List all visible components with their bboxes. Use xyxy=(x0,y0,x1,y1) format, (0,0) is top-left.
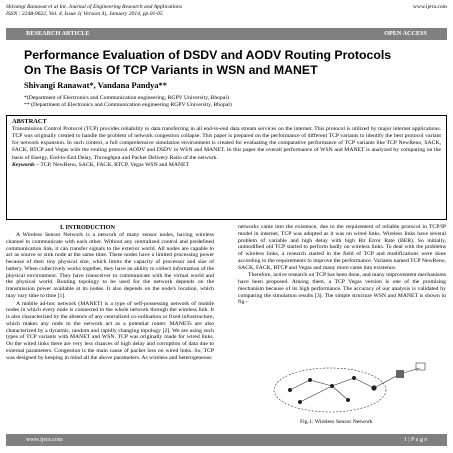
figure-caption: Fig.1: Wireless Sensor Network xyxy=(300,419,373,425)
running-header xyxy=(6,4,447,17)
authors: Shivangi Ranawat*, Vandana Pandya** xyxy=(24,81,167,90)
sensor-node xyxy=(298,400,302,404)
left-column xyxy=(6,232,214,362)
affiliations xyxy=(24,95,232,109)
footer-site[interactable]: www.ijera.com xyxy=(26,437,63,443)
sensor-node xyxy=(346,398,350,402)
wsn-figure xyxy=(270,360,426,416)
abstract-box xyxy=(6,115,447,220)
abstract-body: Transmission Control Protocol (TCP) provides reliability to data transferring in all end-to-end data stream services on the internet. This protocol is utilized by major internet applications. TCP was originally created to handle the problem of network congestion collapse. This paper is prepared on the performance of different TCP variants to identify the best protocol variant for network expansion. In such context, a full comprehensive simulation environment is created for evaluating the comparative performance of TCP variants like TCP NewReno, SACK, FACK, RTCP and Vegas with the routing protocol AODV and DSDV in WSN and MANET. In this paper the overall performance of WSN and MANET is analyzed by comparing on the basis of Energy, End-to-End Delay, Throughput and Packet Delivery Ratio of the network. xyxy=(12,126,441,161)
base-station-icon xyxy=(396,370,404,378)
page-number: 1 | P a g e xyxy=(403,437,427,443)
banner-right: OPEN ACCESS xyxy=(384,30,427,37)
title-line-1: Performance Evaluation of DSDV and AODV Routing Protocols xyxy=(24,48,392,62)
article-banner xyxy=(6,28,447,40)
right-column xyxy=(238,224,446,307)
page-footer xyxy=(6,434,447,446)
affiliation-2: ** (Department of Electronics and Communication engineering RGPV University, Bhopal) xyxy=(24,101,232,108)
citation-line-1: Shivangi Ranawat et al Int. Journal of Engineering Research and Applications xyxy=(6,4,183,10)
affiliation-1: *(Department of Electronics and Communication engineering, RGPV University, Bhopal) xyxy=(24,95,229,101)
sensor-node xyxy=(352,376,356,380)
keywords-list: – TCP, NewReno, SACK, FACK, RTCP, Vegas WSN and MANET xyxy=(34,161,189,168)
journal-site[interactable]: www.ijera.com xyxy=(412,4,447,10)
section-heading: I. INTRODUCTION xyxy=(60,224,116,231)
paper-title xyxy=(24,48,429,77)
paragraph: A Wireless Sensor Network is a network of many sensor nodes, having wireless channel to communicate with each other. Without any centralized control and predefined communication link, it can transfer signals to the exterior world. All nodes are capable to act as source or sink node at the same time. These nodes have a limited processing power because of their tiny physical size, which limits the capacity of processor and size of battery. When collectively works together, they have an ability to collect information of the physical environment. They have transceiver to communicate with the virtual world and the physical world. Routing topology to be used for the network depends on the transmission power available at its nodes. It also depends on the node's location, which may vary time to time [1]. xyxy=(6,232,214,299)
keywords-label: Keywords xyxy=(12,161,35,168)
citation-line-2: ISSN : 2248-9622, Vol. 4, Issue 1( Version 4), January 2014, pp.01-05 xyxy=(6,10,163,17)
abstract-heading: ABSTRACT xyxy=(12,118,47,125)
sink-node xyxy=(371,385,376,390)
banner-left: RESEARCH ARTICLE xyxy=(26,30,90,37)
title-line-2: On The Basis Of TCP Variants in WSN and MANET xyxy=(24,62,318,77)
sensor-node xyxy=(330,384,334,388)
paragraph: A mobile ad-hoc network (MANET) is a type of self-possessing network of mobile nodes in which every node is connected to the whole network through the wireless link. It is also characterized by the absence of any centralized co-ordination or fixed infrastructure, which makes any node in the network act as a potential router. MANETs are also characterized by a dynamic, random and rapidly changing topology [2]. We are using such types of TCP variants with MANET and WSN. TCP was originally made for wired links. On the wired links there are very less chances of high delay and corruption of data due to external parameters. Congestion is the main cause of packet loss on wired links. So, TCP was designed by keeping in mind all the above parameters. As wireless and heterogeneous xyxy=(6,300,214,361)
paragraph: networks came into the existence, due to the requirement of reliable protocol in TCP/IP model in internet, TCP was adopted as it was on wired links. Wireless links have several problem of variable and high delay with high Bit Error Rate (BER). So initially, unmodified old TCP started to perform badly on wireless links. To deal with the problems of wireless links, a research started in the field of TCP and modifications were done according to the requirements to improve the performance. Variants named TCP NewReno, SACK, FACK, RTCP and Vegas and many more came into existence. xyxy=(238,224,446,271)
paragraph: Therefore, active research on TCP has been done, and many improvement mechanisms have been proposed. Among them, a TCP Vegas version is one of the promising mechanism because of its high performance. The accuracy of our analysis is validated by comparing the simulation results [3]. The simple structure WSN and MANET is shown in fig.- xyxy=(238,272,446,306)
abstract-text xyxy=(12,126,441,169)
sensor-node xyxy=(308,378,312,382)
sensor-node xyxy=(288,388,292,392)
